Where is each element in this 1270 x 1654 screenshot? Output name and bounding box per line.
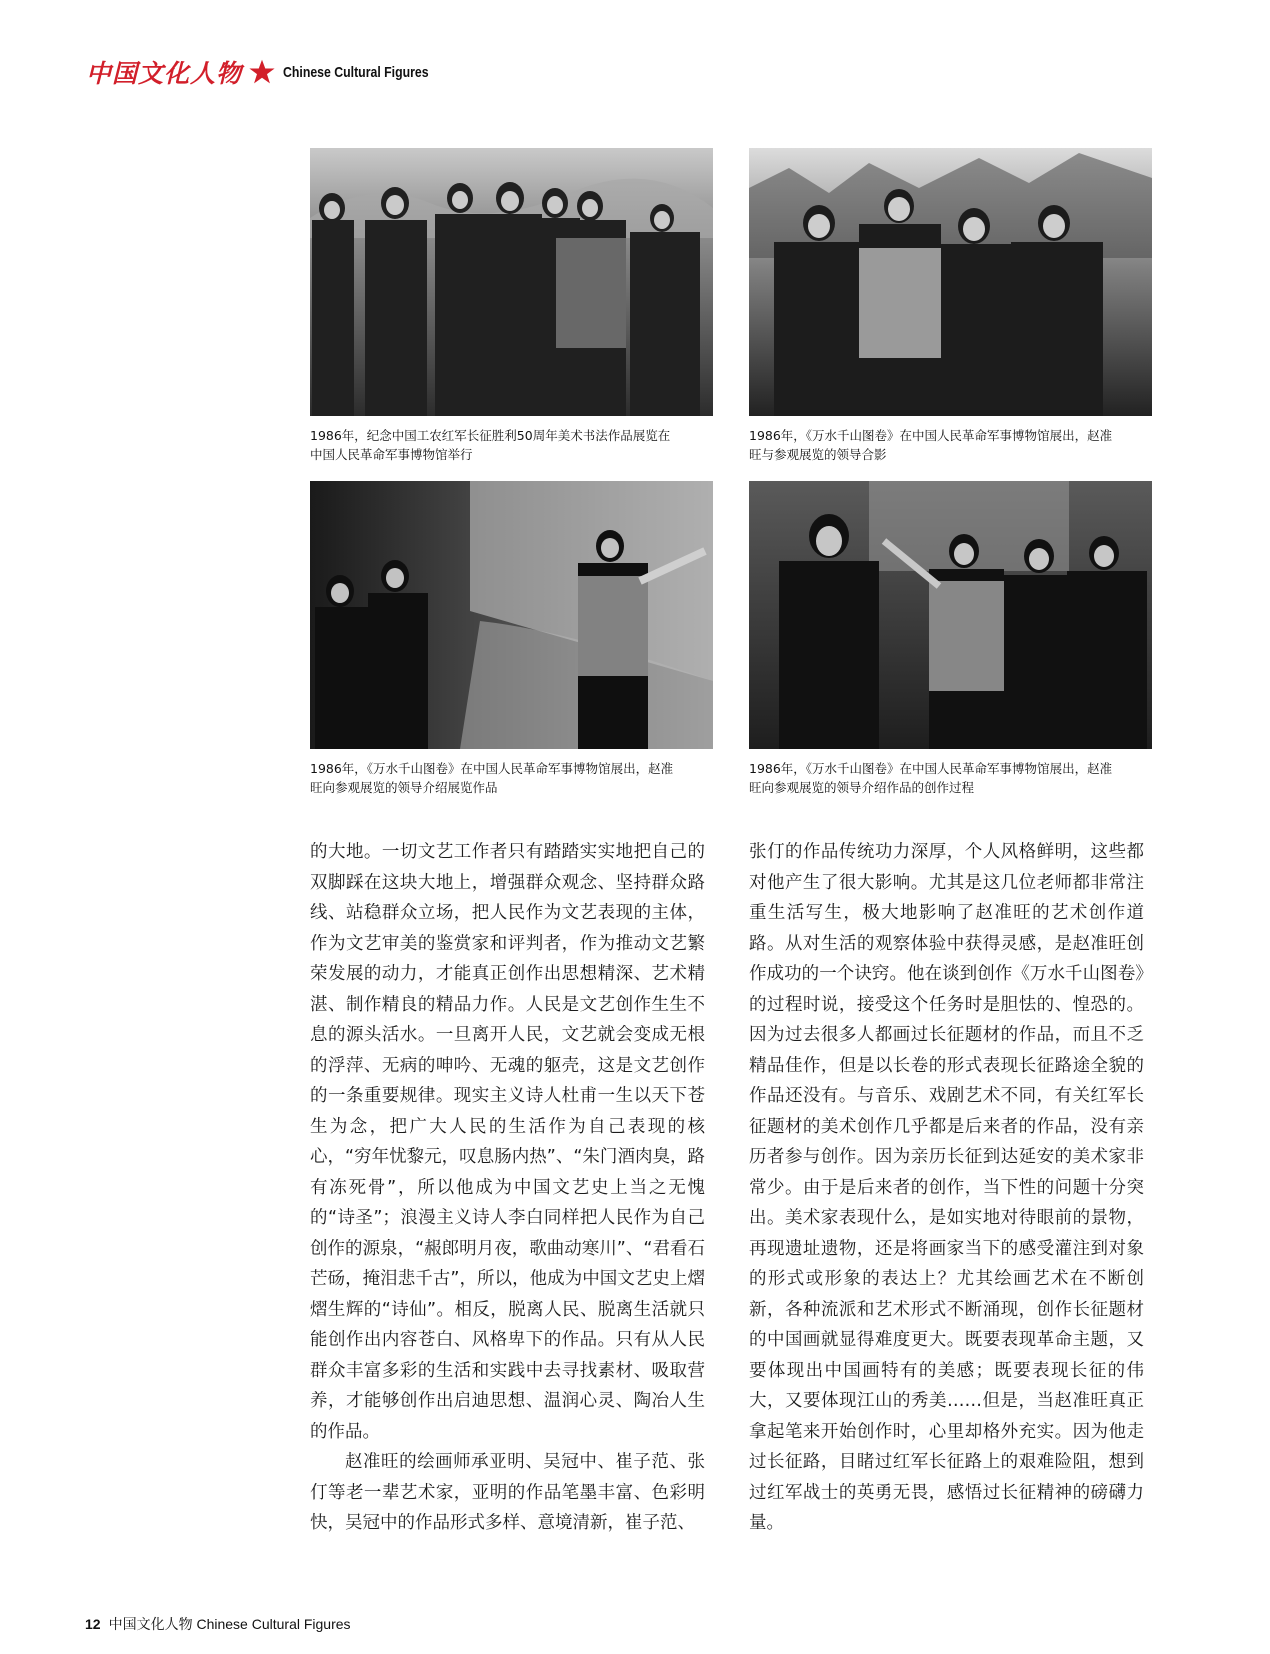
magazine-title-cn: 中国文化人物 — [86, 59, 243, 88]
footer-label: 中国文化人物 Chinese Cultural Figures — [108, 1616, 351, 1632]
body-paragraph: 张仃的作品传统功力深厚，个人风格鲜明，这些都对他产生了很大影响。尤其是这几位老师都非常注重生活写生，极大地影响了赵准旺的艺术创作道路。从对生活的观察体验中获得灵感，是赵准旺创作成功的一个诀窍。他在谈到创作《万水千山图卷》的过程时说，接受这个任务时是胆怯的、惶恐的。因为过去很多人都画过长征题材的作品，而且不乏精品佳作，但是以长卷的形式表现长征路途全貌的作品还没有。与音乐、戏剧艺术不同，有关红军长征题材的美术创作几乎都是后来者的作品，没有亲历者参与创作。因为亲历长征到达延安的美术家非常少。由于是后来者的创作，当下性的问题十分突出。美术家表现什么，是如实地对待眼前的景物，再现遗址遗物，还是将画家当下的感受灌注到对象的形式或形象的表达上？尤其绘画艺术在不断创新，各种流派和艺术形式不断涌现，创作长征题材的中国画就显得难度更大。既要表现革命主题，又要体现出中国画特有的美感；既要表现长征的伟大，又要体现江山的秀美……但是，当赵准旺真正拿起笔来开始创作时，心里却格外充实。因为他走过长征路，目睹过红军长征路上的艰难险阻，想到过红军战士的英勇无畏，感悟过长征精神的磅礴力量。 — [749, 842, 1144, 1533]
magazine-title-en: Chinese Cultural Figures — [283, 63, 429, 81]
masthead — [86, 54, 461, 90]
red-star-icon — [248, 58, 276, 86]
body-paragraph: 赵准旺的绘画师承亚明、吴冠中、崔子范、张仃等老一辈艺术家，亚明的作品笔墨丰富、色彩明快，吴冠中的作品形式多样、意境清新，崔子范、 — [310, 1452, 705, 1533]
photo-caption: 1986年，纪念中国工农红军长征胜利50周年美术书法作品展览在 中国人民革命军事博物馆举行 — [310, 428, 671, 462]
page-number: 12 — [85, 1616, 101, 1632]
photo-exhibition-group — [310, 148, 713, 416]
photo-creation-process — [749, 481, 1152, 749]
body-column-left — [310, 837, 705, 1539]
photo-introducing-exhibition — [310, 481, 713, 749]
body-column-right — [749, 837, 1144, 1539]
photo-leaders-group — [749, 148, 1152, 416]
photo-caption: 1986年，《万水千山图卷》在中国人民革命军事博物馆展出，赵准 旺与参观展览的领导合影 — [749, 428, 1113, 462]
body-paragraph: 的大地。一切文艺工作者只有踏踏实实地把自己的双脚踩在这块大地上，增强群众观念、坚持群众路线、站稳群众立场，把人民作为文艺表现的主体，作为文艺审美的鉴赏家和评判者，作为推动文艺繁荣发展的动力，才能真正创作出思想精深、艺术精湛、制作精良的精品力作。人民是文艺创作生生不息的源头活水。一旦离开人民，文艺就会变成无根的浮萍、无病的呻吟、无魂的躯壳，这是文艺创作的一条重要规律。现实主义诗人杜甫一生以天下苍生为念，把广大人民的生活作为自己表现的核心，“穷年忧黎元，叹息肠内热”、“朱门酒肉臭，路有冻死骨”，所以他成为中国文艺史上当之无愧的“诗圣”；浪漫主义诗人李白同样把人民作为自己创作的源泉，“赧郎明月夜，歌曲动寒川”、“君看石芒砀，掩泪悲千古”，所以，他成为中国文艺史上熠熠生辉的“诗仙”。相反，脱离人民、脱离生活就只能创作出内容苍白、风格卑下的作品。只有从人民群众丰富多彩的生活和实践中去寻找素材、吸取营养，才能够创作出启迪思想、温润心灵、陶冶人生的作品。 — [310, 842, 705, 1442]
photo-caption: 1986年，《万水千山图卷》在中国人民革命军事博物馆展出，赵准 旺向参观展览的领导介绍作品的创作过程 — [749, 761, 1113, 795]
photo-caption: 1986年，《万水千山图卷》在中国人民革命军事博物馆展出，赵准 旺向参观展览的领导介绍展览作品 — [310, 761, 674, 795]
page-footer — [85, 1614, 351, 1634]
